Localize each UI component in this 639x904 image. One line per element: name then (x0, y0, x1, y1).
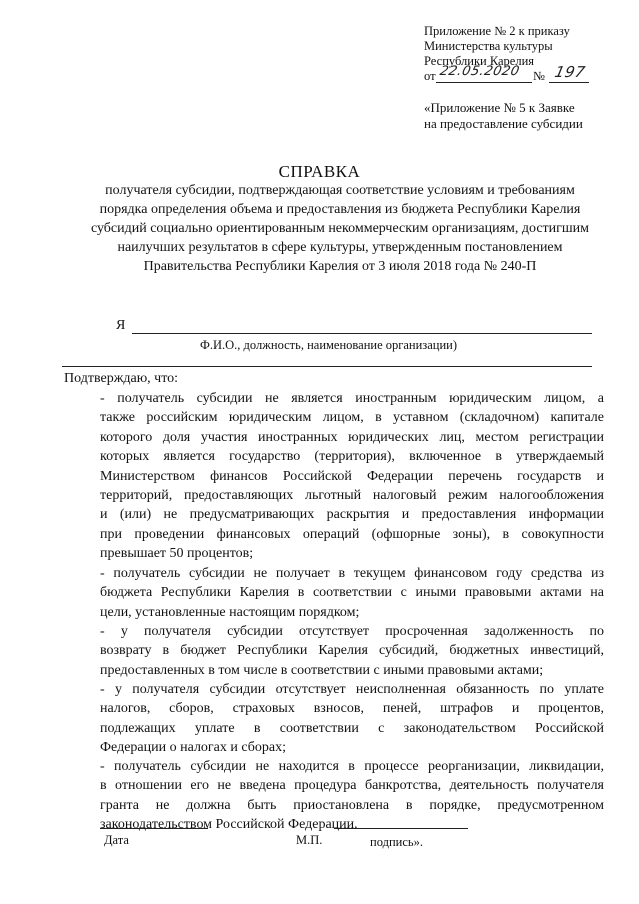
subtitle-line-4: наилучших результатов в сфере культуры, утвержденным постановлением (117, 240, 563, 255)
condition-item-1 (100, 389, 604, 564)
condition-item-2 (100, 564, 604, 622)
condition-item-4 (100, 680, 604, 758)
item-1-line: Министерством финансов Российской Федерации перечень государств и (100, 468, 604, 484)
declarant-fill-line (132, 333, 592, 334)
item-4-line: подлежащих уплате в соответствии с законодательством Российской (100, 720, 604, 736)
item-5-line: - получатель субсидии не находится в процессе реорганизации, ликвидации, (100, 759, 604, 774)
confirm-label: Подтверждаю, что: (64, 371, 179, 386)
item-5-line: гранта не должна быть приостановлена в порядке, предусмотренном (100, 797, 604, 813)
header-line-3: Республики Карелия (424, 54, 535, 68)
item-3-line: предоставленных в том числе в соответствии с иными правовыми актами; (100, 662, 544, 678)
declarant-second-line (62, 366, 592, 367)
stamp-label: М.П. (296, 833, 323, 847)
order-prefix: от (424, 69, 436, 83)
order-number-handwritten: 197 (553, 63, 588, 81)
item-5-line: законодательством Российской Федерации. (100, 817, 358, 833)
item-1-line: - получатель субсидии не является иностранным юридическим лицом, а (100, 391, 604, 406)
declarant-caption: Ф.И.О., должность, наименование организации) (200, 338, 458, 352)
item-5-line: в отношении его не введена процедура банкротства, деятельность получателя (100, 778, 604, 794)
header-line-1: Приложение № 2 к приказу (424, 24, 570, 38)
condition-item-5 (100, 757, 604, 835)
item-2-line: цели, установленные настоящим порядком; (100, 604, 360, 620)
item-1-line: территорий, предоставляющих льготный налоговый режим налогообложения (100, 488, 604, 504)
order-number-line (549, 82, 589, 83)
item-2-line: бюджета Республики Карелия в соответствии с иными правовыми актами на (100, 585, 604, 601)
date-fill-line (100, 828, 208, 829)
item-1-line: также российским юридическим лицом, в уставном (складочном) капитале (100, 410, 604, 426)
subtitle-line-5: Правительства Республики Карелия от 3 июля 2018 года № 240-П (143, 259, 537, 274)
signature-fill-line (334, 828, 468, 829)
order-number-label: № (533, 69, 545, 83)
date-label: Дата (104, 833, 129, 847)
item-4-line: Федерации о налогах и сборах; (100, 740, 286, 756)
subtitle-line-3: субсидий социально ориентированным некоммерческим организациям, достигшим (90, 221, 590, 236)
item-1-line: при проведении финансовых операций (офшорные зоны), в совокупности (100, 526, 604, 542)
item-1-line: которых является государство (территория), включенное в утверждаемый (100, 449, 604, 465)
item-2-line: - получатель субсидии не получает в текущем финансовом году средства из (100, 566, 604, 581)
item-4-line: налогов, сборов, страховых взносов, пеней, штрафов и процентов, (100, 701, 604, 717)
declarant-prefix: Я (116, 318, 126, 333)
item-3-line: - у получателя субсидии отсутствует просроченная задолженность по (100, 624, 604, 639)
order-date-line (436, 82, 532, 83)
condition-item-3 (100, 622, 604, 680)
subtitle-line-2: порядка определения объема и предоставления из бюджета Республики Карелия (99, 202, 581, 217)
item-4-line: - у получателя субсидии отсутствует неисполненная обязанность по уплате (100, 682, 604, 697)
document-title: СПРАВКА (278, 162, 361, 181)
item-1-line: превышает 50 процентов; (100, 546, 254, 562)
header-line-2: Министерства культуры (424, 39, 553, 53)
signature-label: подпись». (370, 835, 423, 849)
item-3-line: возврату в бюджет Республики Карелия субсидий, бюджетных инвестиций, (100, 643, 604, 659)
item-1-line: которого доля участия иностранных юридических лиц, местом регистрации (100, 429, 604, 445)
item-1-line: и (или) не предусматривающих раскрытия и предоставления информации (100, 507, 604, 523)
subtitle-line-1: получателя субсидии, подтверждающая соответствие условиям и требованиям (105, 183, 575, 198)
order-line (424, 69, 436, 84)
annex-line-2: на предоставление субсидии (424, 116, 583, 131)
order-date-handwritten: 22.05.2020 (438, 64, 522, 79)
annex-line-1: «Приложение № 5 к Заявке (424, 100, 575, 115)
